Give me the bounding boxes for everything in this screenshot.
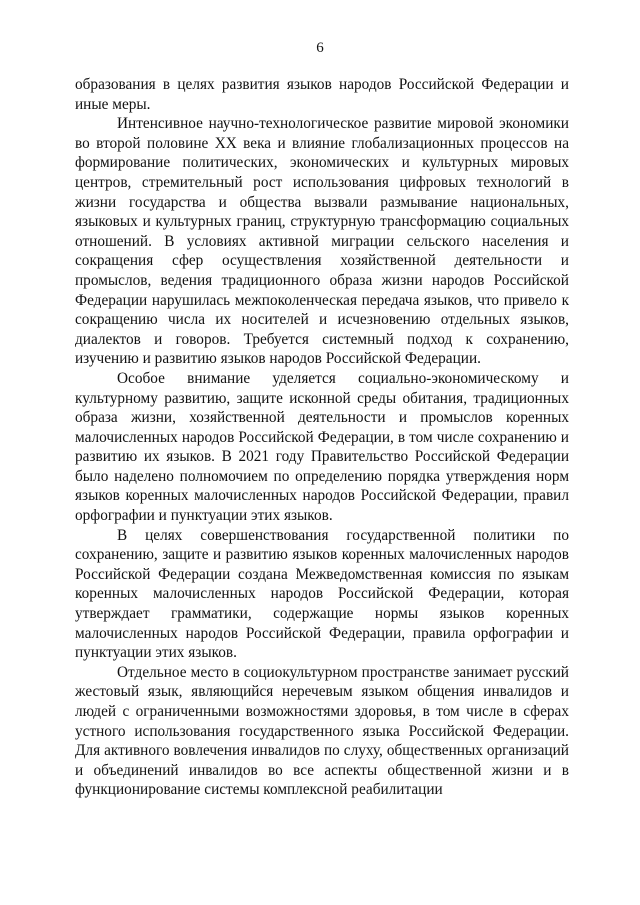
paragraph: Интенсивное научно-технологическое развитие мировой экономики во второй половине XX века и влияние глобализационных процессов на формирование политических, экономических и культурных мировых центров, стремительный рост использования цифровых технологий в жизни государства и общества вызвали размывание национальных, языковых и культурных границ, структурную трансформацию социальных отношений. В условиях активной миграции сельского населения и сокращения сфер осуществления хозяйственной деятельности и промыслов, ведения традиционного образа жизни народов Российской Федерации нарушилась межпоколенческая передача языков, что привело к сокращению числа их носителей и исчезновению отдельных языков, диалектов и говоров. Требуется системный подход к сохранению, изучению и развитию языков народов Российской Федерации. [75, 115, 569, 368]
page-number: 6 [316, 40, 324, 56]
paragraph: Особое внимание уделяется социально-экономическому и культурному развитию, защите исконной среды обитания, традиционных образа жизни, хозяйственной деятельности и промыслов коренных малочисленных народов Российской Федерации, в том числе сохранению и развитию их языков. В 2021 году Правительство Российской Федерации было наделено полномочием по определению порядка утверждения норм языков коренных малочисленных народов Российской Федерации, правил орфографии и пунктуации этих языков. [75, 369, 569, 525]
paragraph: В целях совершенствования государственной политики по сохранению, защите и развитию языков коренных малочисленных народов Российской Федерации создана Межведомственная комиссия по языкам коренных малочисленных народов Российской Федерации, которая утверждает грамматики, содержащие нормы языков коренных малочисленных народов Российской Федерации, правила орфографии и пунктуации этих языков. [75, 526, 569, 662]
paragraph-continuation: образования в целях развития языков народов Российской Федерации и иные меры. [75, 76, 569, 113]
document-body [75, 75, 569, 800]
paragraph: Отдельное место в социокультурном пространстве занимает русский жестовый язык, являющийся неречевым языком общения инвалидов и людей с ограниченными возможностями здоровья, в том числе в сферах устного использования государственного языка Российской Федерации. Для активного вовлечения инвалидов по слуху, общественных организаций и объединений инвалидов во все аспекты общественной жизни и в функционирование системы комплексной реабилитации [75, 663, 569, 799]
